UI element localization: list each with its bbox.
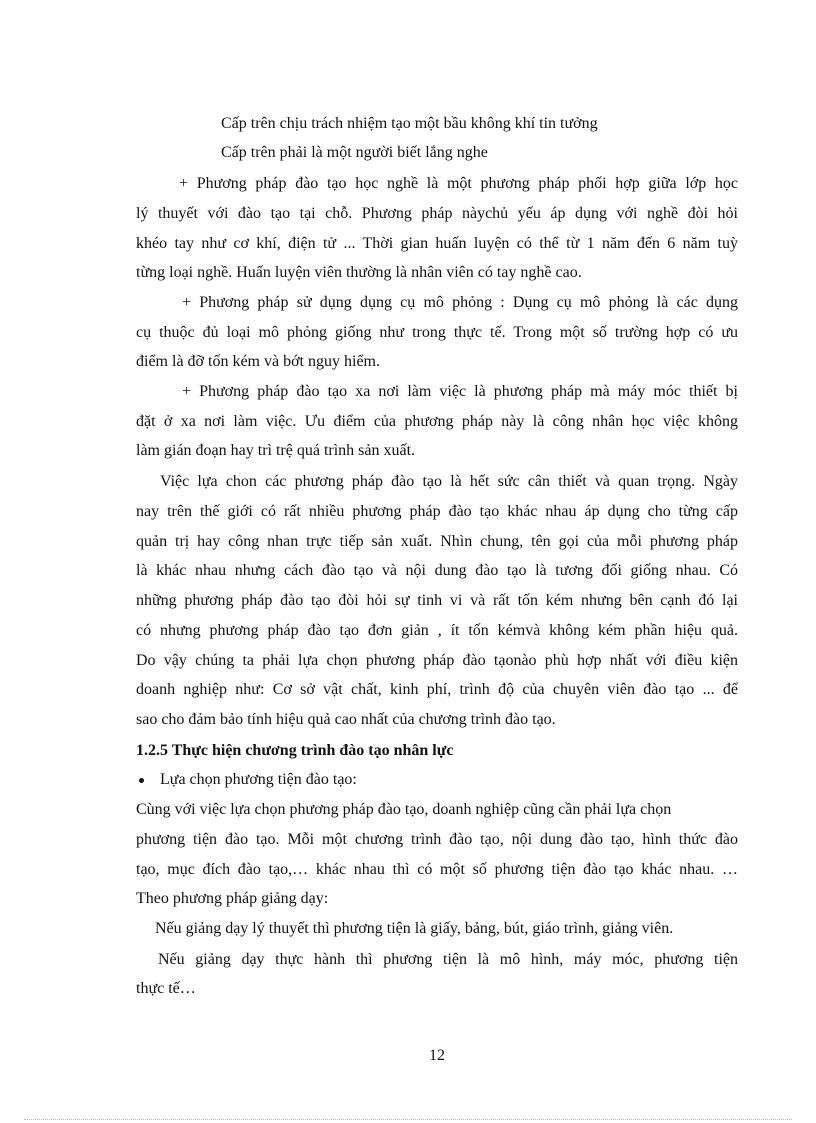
text-line: Nếu giảng dạy thực hành thì phương tiện là mô hình, máy móc, phương tiện — [158, 951, 738, 968]
text-line: nay trên thế giới có rất nhiều phương pháp đào tạo khác nhau áp dụng cho từng cấp — [136, 503, 738, 520]
text-line: cụ thuộc đủ loại mô phỏng giống như trong thực tế. Trong một số trường hợp có ưu — [136, 324, 738, 341]
text-line: Cùng với việc lựa chọn phương pháp đào tạo, doanh nghiệp cũng cần phải lựa chọn — [136, 801, 672, 818]
text-line: Nếu giảng dạy lý thuyết thì phương tiện là giấy, bảng, bút, giáo trình, giảng viên. — [155, 920, 674, 937]
text-line: có nhưng phương pháp đào tạo đơn giản , ít tốn kémvà không kém phần hiệu quả. — [136, 622, 738, 639]
text-line: từng loại nghề. Huấn luyện viên thường là nhân viên có tay nghề cao. — [136, 264, 582, 281]
page-number: 12 — [429, 1047, 445, 1064]
text-line: tạo, mục đích đào tạo,… khác nhau thì có một số phương tiện đào tạo khác nhau. … — [136, 861, 738, 878]
text-line: + Phương pháp sử dụng dụng cụ mô phỏng : Dụng cụ mô phỏng là các dụng — [182, 294, 738, 311]
text-line: Theo phương pháp giảng dạy: — [136, 890, 329, 907]
text-line: Cấp trên phải là một người biết lắng nghe — [221, 144, 488, 161]
text-line: khéo tay như cơ khí, điện tử ... Thời gian huấn luyện có thể từ 1 năm đến 6 năm tuỳ — [136, 235, 738, 252]
text-line: sao cho đảm bảo tính hiệu quả cao nhất của chương trình đào tạo. — [136, 711, 556, 728]
text-line: Cấp trên chịu trách nhiệm tạo một bầu không khí tin tưởng — [221, 115, 598, 132]
text-line: là khác nhau nhưng cách đào tạo và nội dung đào tạo là tương đối giống nhau. Có — [136, 562, 738, 579]
text-line: điểm là đỡ tốn kém và bớt nguy hiểm. — [136, 353, 380, 370]
page-boundary-divider — [24, 1119, 792, 1120]
text-line: những phương pháp đào tạo đòi hỏi sự tinh vi và rất tốn kém nhưng bên cạnh đó lại — [136, 592, 738, 609]
bullet-icon — [139, 778, 144, 783]
text-line: Việc lựa chon các phương pháp đào tạo là hết sức cân thiết và quan trọng. Ngày — [160, 473, 738, 490]
text-line: làm gián đoạn hay trì trệ quá trình sản xuất. — [136, 442, 416, 459]
text-line: lý thuyết với đào tạo tại chỗ. Phương pháp nàychủ yếu áp dụng với nghề đòi hỏi — [136, 205, 738, 222]
text-line: phương tiện đào tạo. Mỗi một chương trình đào tạo, nội dung đào tạo, hình thức đào — [136, 831, 738, 848]
text-line: đặt ở xa nơi làm việc. Ưu điểm của phương pháp này là công nhân học việc không — [136, 413, 738, 430]
text-line: + Phương pháp đào tạo xa nơi làm việc là phương pháp mà máy móc thiết bị — [182, 383, 738, 400]
text-line: doanh nghiệp như: Cơ sở vật chất, kinh phí, trình độ của chuyên viên đào tạo ... để — [136, 681, 738, 698]
text-line: Do vậy chúng ta phải lựa chọn phương pháp đào tạonào phù hợp nhất với điều kiện — [136, 652, 738, 669]
bullet-item: Lựa chọn phương tiện đào tạo: — [160, 771, 357, 788]
text-line: + Phương pháp đào tạo học nghề là một phương pháp phối hợp giữa lớp học — [179, 175, 738, 192]
text-line: quản trị hay công nhan trực tiếp sản xuất. Nhìn chung, tên gọi của mỗi phương pháp — [136, 533, 738, 550]
text-line: thực tế… — [136, 980, 196, 997]
section-heading: 1.2.5 Thực hiện chương trình đào tạo nhân lực — [136, 742, 454, 759]
